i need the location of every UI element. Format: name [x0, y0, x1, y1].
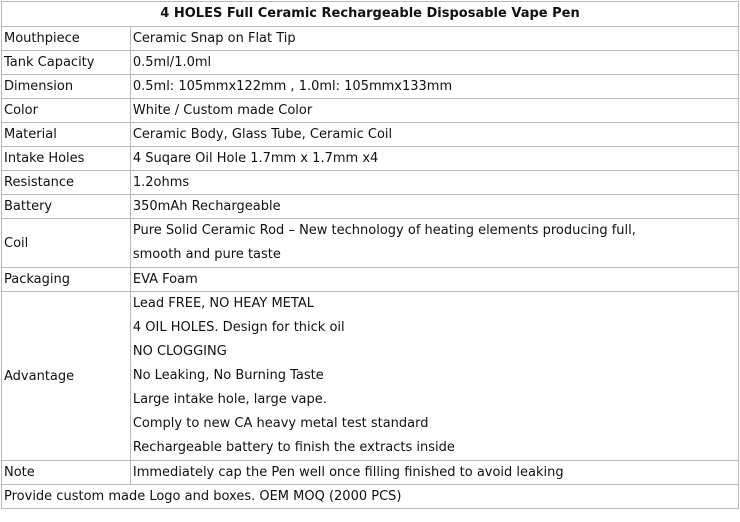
footer-row [2, 485, 739, 509]
row-value [130, 219, 738, 268]
table-row [2, 99, 739, 123]
row-value [130, 292, 738, 461]
row-label: Coil [2, 219, 131, 268]
value-line: No Leaking, No Burning Taste [132, 368, 324, 383]
row-value: 4 Suqare Oil Hole 1.7mm x 1.7mm x4 [130, 147, 738, 171]
value-line: 4 OIL HOLES. Design for thick oil [132, 320, 345, 335]
row-label: Color [2, 99, 131, 123]
row-label: Intake Holes [2, 147, 131, 171]
row-label: Battery [2, 195, 131, 219]
row-label: Note [2, 461, 131, 485]
row-label: Dimension [2, 75, 131, 99]
row-value: 0.5ml: 105mmx122mm , 1.0ml: 105mmx133mm [130, 75, 738, 99]
row-label: Advantage [2, 292, 131, 461]
row-value: 0.5ml/1.0ml [130, 51, 738, 75]
title-row [2, 2, 739, 27]
table-title: 4 HOLES Full Ceramic Rechargeable Disposable Vape Pen [2, 2, 739, 27]
table-row [2, 75, 739, 99]
value-line: smooth and pure taste [132, 247, 281, 262]
value-line: Pure Solid Ceramic Rod – New technology of heating elements producing full, [132, 223, 636, 238]
spec-table [1, 1, 739, 509]
row-value: EVA Foam [130, 268, 738, 292]
table-row [2, 51, 739, 75]
table-row [2, 219, 739, 268]
row-label: Resistance [2, 171, 131, 195]
value-line: Lead FREE, NO HEAY METAL [132, 296, 314, 311]
row-value: White / Custom made Color [130, 99, 738, 123]
value-line: NO CLOGGING [132, 344, 227, 359]
row-value: Immediately cap the Pen well once filling finished to avoid leaking [130, 461, 738, 485]
row-value: Ceramic Snap on Flat Tip [130, 27, 738, 51]
table-row [2, 27, 739, 51]
value-line: Comply to new CA heavy metal test standard [132, 416, 429, 431]
table-footer: Provide custom made Logo and boxes. OEM MOQ (2000 PCS) [2, 485, 739, 509]
table-row [2, 195, 739, 219]
value-line: Large intake hole, large vape. [132, 392, 327, 407]
row-value: Ceramic Body, Glass Tube, Ceramic Coil [130, 123, 738, 147]
row-label: Mouthpiece [2, 27, 131, 51]
table-row [2, 123, 739, 147]
row-label: Material [2, 123, 131, 147]
table-row [2, 171, 739, 195]
row-value: 350mAh Rechargeable [130, 195, 738, 219]
table-row [2, 147, 739, 171]
table-row [2, 268, 739, 292]
row-label: Packaging [2, 268, 131, 292]
row-value: 1.2ohms [130, 171, 738, 195]
table-row [2, 461, 739, 485]
row-label: Tank Capacity [2, 51, 131, 75]
value-line: Rechargeable battery to finish the extracts inside [132, 440, 455, 455]
table-row [2, 292, 739, 461]
